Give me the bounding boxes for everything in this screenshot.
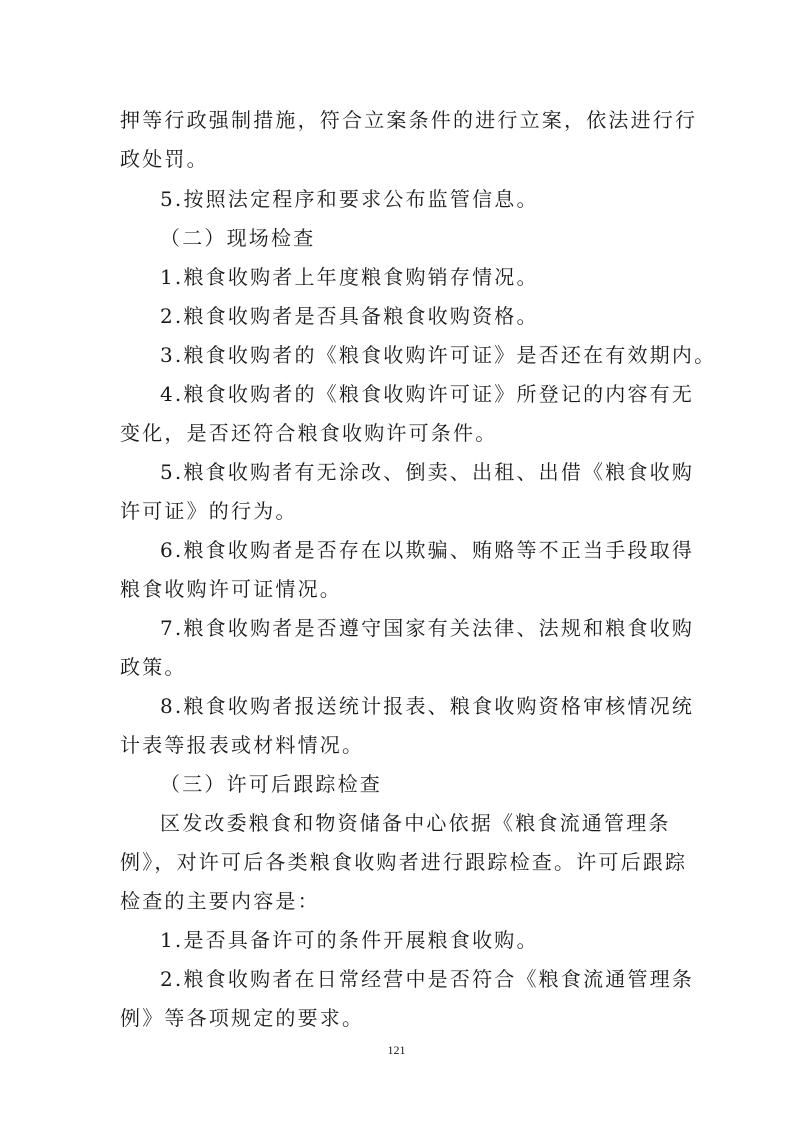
list-item: 8.粮食收购者报送统计报表、粮食收购资格审核情况统 [160, 694, 695, 718]
list-item: 5.粮食收购者有无涂改、倒卖、出租、出借《粮食收购 [160, 460, 695, 484]
text-line: 变化，是否还符合粮食收购许可条件。 [120, 421, 498, 445]
list-item: 4.粮食收购者的《粮食收购许可证》所登记的内容有无 [160, 382, 695, 406]
list-item: 3.粮食收购者的《粮食收购许可证》是否还在有效期内。 [160, 343, 717, 367]
list-item: 7.粮食收购者是否遵守国家有关法律、法规和粮食收购 [160, 616, 695, 640]
text-line: 押等行政强制措施，符合立案条件的进行立案，依法进行行 [120, 108, 698, 132]
text-line: 5.按照法定程序和要求公布监管信息。 [160, 187, 539, 211]
page-number: 121 [387, 1043, 406, 1057]
text-line: 政策。 [120, 655, 187, 679]
text-line: 例》等各项规定的要求。 [120, 1006, 365, 1030]
list-item: 1.是否具备许可的条件开展粮食收购。 [160, 928, 539, 952]
text-line: 政处罚。 [120, 147, 209, 171]
text-line: 检查的主要内容是： [120, 889, 320, 913]
text-line: 例》，对许可后各类粮食收购者进行跟踪检查。许可后跟踪 [120, 850, 688, 874]
list-item: 2.粮食收购者在日常经营中是否符合《粮食流通管理条 [160, 967, 695, 991]
section-heading: （二）现场检查 [160, 226, 316, 250]
text-line: 计表等报表或材料情况。 [120, 733, 365, 757]
text-line: 许可证》的行为。 [120, 499, 298, 523]
list-item: 2.粮食收购者是否具备粮食收购资格。 [160, 304, 539, 328]
list-item: 6.粮食收购者是否存在以欺骗、贿赂等不正当手段取得 [160, 538, 695, 562]
paragraph-line: 区发改委粮食和物资储备中心依据《粮食流通管理条 [160, 811, 671, 835]
text-line: 粮食收购许可证情况。 [120, 577, 342, 601]
section-heading: （三）许可后跟踪检查 [160, 772, 382, 796]
list-item: 1.粮食收购者上年度粮食购销存情况。 [160, 265, 539, 289]
